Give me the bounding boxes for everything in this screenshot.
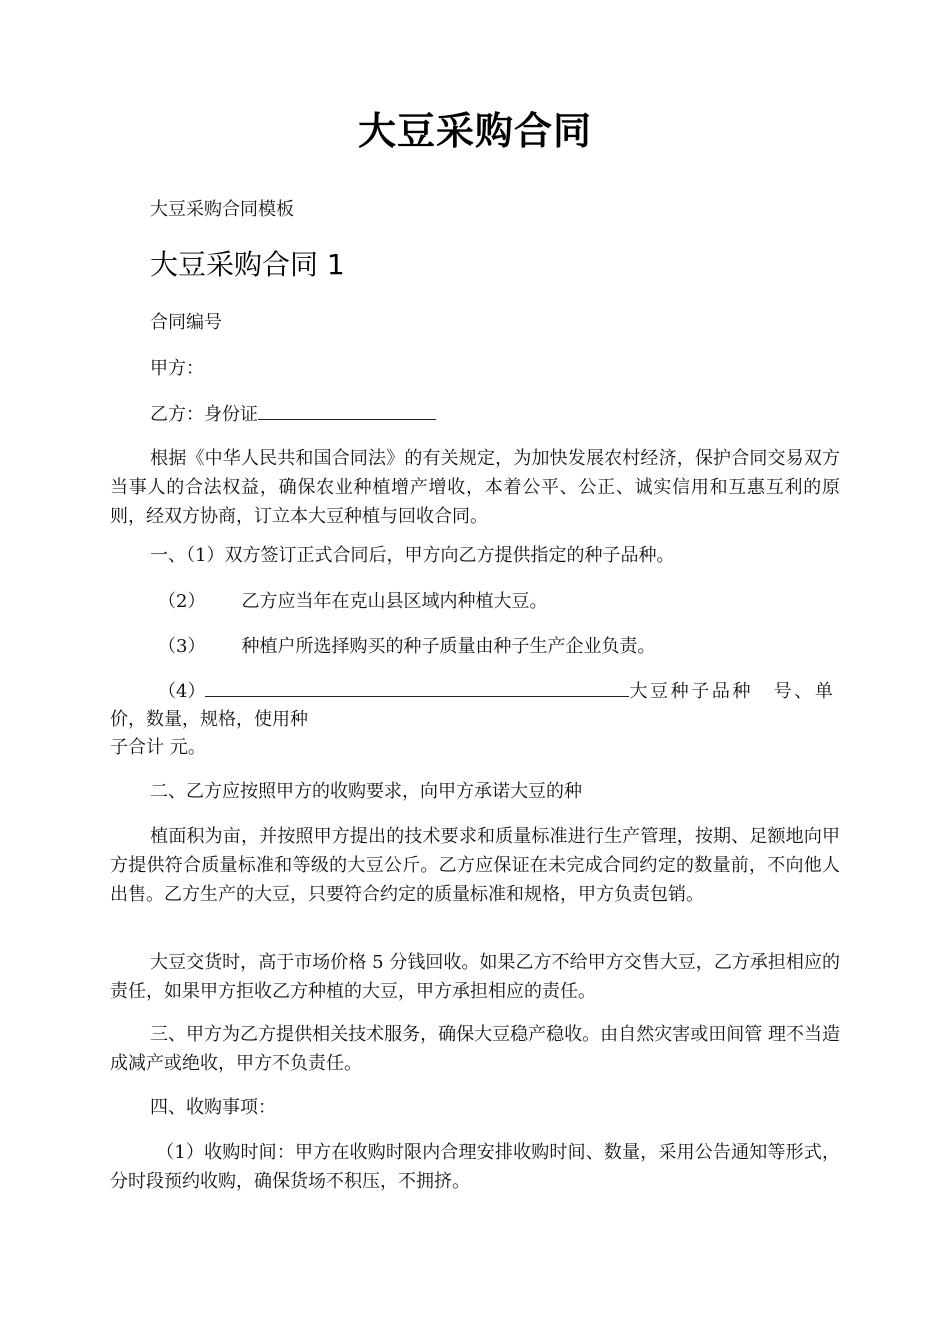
clause-1-4-line3: 子合计 元。 xyxy=(110,737,206,758)
clause-1-4-number: （4） xyxy=(158,681,206,702)
clause-2-c xyxy=(110,948,840,1006)
contract-number-label: 合同编号 xyxy=(150,312,222,333)
clause-1-4-line2: 价，数量，规格，使用种 xyxy=(110,709,308,730)
clause-1-2-text: 乙方应当年在克山县区域内种植大豆。 xyxy=(241,591,548,612)
intro-paragraph xyxy=(110,444,840,531)
template-subtitle: 大豆采购合同模板 xyxy=(150,199,294,220)
document-title: 大豆采购合同 xyxy=(357,109,592,153)
party-b-label: 乙方：身份证 xyxy=(150,404,258,425)
clause-1-3 xyxy=(158,633,655,661)
id-number-blank[interactable] xyxy=(258,401,436,420)
party-b-line xyxy=(150,401,436,429)
clause-1-3-number: （3） xyxy=(158,636,206,657)
seed-variety-blank[interactable] xyxy=(205,678,629,697)
clause-1-3-text: 种植户所选择购买的种子质量由种子生产企业负责。 xyxy=(241,636,656,657)
contract-heading: 大豆采购合同 1 xyxy=(150,248,345,281)
clause-4-heading: 四、收购事项： xyxy=(150,1097,276,1118)
clause-1-2-number: （2） xyxy=(158,591,206,612)
clause-2-b-text: 植面积为亩，并按照甲方提出的技术要求和质量标准进行生产管理，按期、足额地向甲方提供符合质量标准和等级的大豆公斤。乙方应保证在未完成合同约定的数量前，不向他人出售。乙方生产的大豆，只要符合约定的质量标准和规格，甲方负责包销。 xyxy=(110,826,840,905)
clause-4-1 xyxy=(110,1138,840,1196)
clause-2-a: 二、乙方应按照甲方的收购要求，向甲方承诺大豆的种 xyxy=(150,781,582,802)
clause-1-2 xyxy=(158,588,547,616)
clause-4-1-text: （1）收购时间：甲方在收购时限内合理安排收购时间、数量，采用公告通知等形式，分时段预约收购，确保货场不积压，不拥挤。 xyxy=(110,1142,840,1192)
clause-2-c-text: 大豆交货时，高于市场价格 5 分钱回收。如果乙方不给甲方交售大豆，乙方承担相应的责任，如果甲方拒收乙方种植的大豆，甲方承担相应的责任。 xyxy=(110,952,840,1002)
clause-3 xyxy=(110,1020,840,1078)
clause-1-4 xyxy=(158,678,835,706)
party-a-label: 甲方： xyxy=(150,358,204,379)
clause-3-text: 三、甲方为乙方提供相关技术服务，确保大豆稳产稳收。由自然灾害或田间管 理不当造成减产或绝收，甲方不负责任。 xyxy=(110,1024,840,1074)
clause-1-4-tail: 大豆种子品种 号、单 xyxy=(629,681,836,702)
intro-text: 根据《中华人民共和国合同法》的有关规定，为加快发展农村经济，保护合同交易双方当事人的合法权益，确保农业种植增产增收，本着公平、公正、诚实信用和互惠互利的原则，经双方协商，订立本大豆种植与回收合同。 xyxy=(110,448,840,527)
clause-1-1: 一、（1）双方签订正式合同后，甲方向乙方提供指定的种子品种。 xyxy=(150,545,675,566)
clause-2-b xyxy=(110,822,840,909)
